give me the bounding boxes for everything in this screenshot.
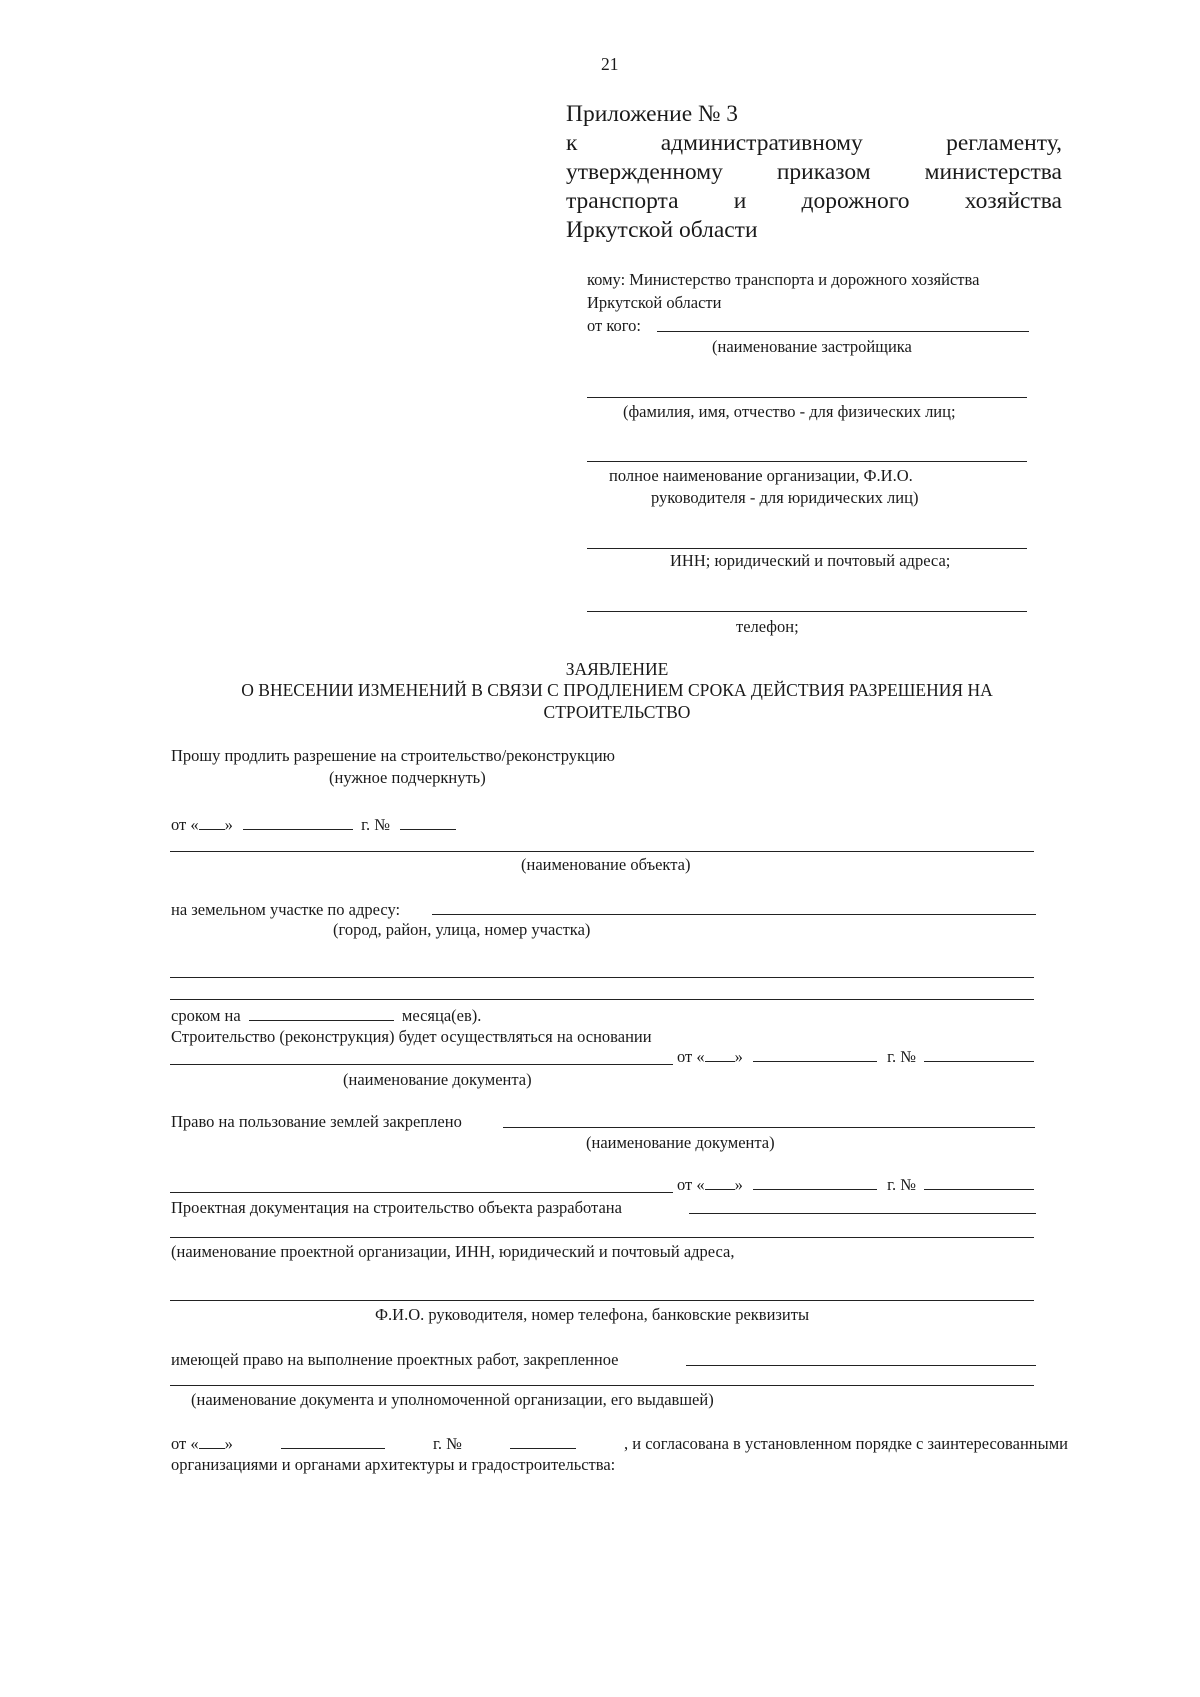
appendix-word: дорожного (801, 188, 910, 214)
right-hint: (наименование документа и уполномоченной организации, его выдавшей) (191, 1390, 714, 1409)
doc-hint: (наименование документа) (343, 1070, 532, 1089)
month-year-field[interactable] (753, 1047, 877, 1062)
appendix-line-1 (566, 130, 1062, 157)
organization-hint-1: полное наименование организации, Ф.И.О. (609, 466, 913, 485)
month-year-field[interactable] (753, 1175, 877, 1190)
close-quote: » (224, 1434, 233, 1453)
term-line (171, 1006, 481, 1026)
addressee-to-line-1: кому: Министерство транспорта и дорожного хозяйства (587, 270, 980, 289)
appendix-line-3 (566, 188, 1062, 215)
request-hint: (нужное подчеркнуть) (329, 768, 486, 787)
land-label: на земельном участке по адресу: (171, 900, 401, 919)
final-agreed: , и согласована в установленном порядке с заинтересованными (624, 1434, 1068, 1453)
close-quote: » (734, 1175, 743, 1194)
permit-date-label (171, 815, 456, 835)
land-right-field[interactable] (503, 1127, 1035, 1128)
from-label: от « (677, 1175, 705, 1194)
land-address-field[interactable] (432, 914, 1036, 915)
term-unit: месяца(ев). (401, 1006, 482, 1025)
right-doc-field-2[interactable] (170, 1385, 1034, 1386)
request-text: Прошу продлить разрешение на строительство/реконструкцию (171, 746, 616, 765)
basis-text: Строительство (реконструкция) будет осуществляться на основании (171, 1027, 652, 1046)
appendix-word: административному (660, 130, 863, 156)
year-number-label: г. № (433, 1434, 462, 1453)
person-hint: (фамилия, имя, отчество - для физических лиц; (623, 402, 956, 421)
appendix-word: министерства (924, 159, 1062, 185)
day-field[interactable] (705, 1175, 735, 1190)
addressee-to-line-2: Иркутской области (587, 293, 722, 312)
organization-field[interactable] (587, 461, 1027, 462)
developer-name-field[interactable] (657, 331, 1029, 332)
permit-number-field[interactable] (400, 815, 456, 830)
from-label: от « (171, 815, 199, 834)
year-number-label: г. № (887, 1175, 917, 1194)
appendix-word: транспорта (566, 188, 679, 214)
right-doc-field[interactable] (686, 1365, 1036, 1366)
appendix-word: и (733, 188, 747, 214)
phone-field[interactable] (587, 611, 1027, 612)
land-right-hint: (наименование документа) (586, 1133, 775, 1152)
page-number: 21 (601, 54, 619, 74)
month-year-field[interactable] (243, 815, 353, 830)
project-doc-label: Проектная документация на строительство объекта разработана (171, 1198, 622, 1217)
appendix-word: приказом (776, 159, 871, 185)
close-quote: » (734, 1047, 743, 1066)
addressee-from-label: от кого: (587, 316, 641, 335)
final-line (171, 1434, 1068, 1454)
object-name-field[interactable] (170, 851, 1034, 852)
from-label: от « (677, 1047, 705, 1066)
term-label: сроком на (171, 1006, 241, 1025)
appendix-word: хозяйства (964, 188, 1062, 214)
month-year-field[interactable] (281, 1434, 385, 1449)
developer-hint: (наименование застройщика (712, 337, 912, 356)
final-from-group (171, 1434, 233, 1454)
object-hint: (наименование объекта) (521, 855, 691, 874)
right-label: имеющей право на выполнение проектных работ, закрепленное (171, 1350, 619, 1369)
term-field[interactable] (249, 1006, 394, 1021)
document-heading-1: ЗАЯВЛЕНИЕ (565, 659, 669, 679)
year-number-label: г. № (887, 1047, 917, 1066)
appendix-word: утвержденному (566, 159, 723, 185)
day-field[interactable] (705, 1047, 735, 1062)
document-number-field[interactable] (924, 1175, 1034, 1190)
project-hint: (наименование проектной организации, ИНН, юридический и почтовый адреса, (171, 1242, 735, 1261)
appendix-line-2 (566, 159, 1062, 186)
phone-hint: телефон; (736, 617, 799, 636)
close-quote: » (224, 815, 233, 834)
document-heading-2: О ВНЕСЕНИИ ИЗМЕНЕНИЙ В СВЯЗИ С ПРОДЛЕНИЕМ СРОКА ДЕЙСТВИЯ РАЗРЕШЕНИЯ НА (241, 680, 993, 700)
year-number-label: г. № (361, 815, 391, 834)
final-line-2: организациями и органами архитектуры и градостроительства: (171, 1455, 616, 1474)
final-number-field[interactable] (510, 1434, 576, 1449)
appendix-title: Приложение № 3 (566, 101, 739, 127)
basis-document-field[interactable] (170, 1064, 673, 1065)
document-number-field[interactable] (924, 1047, 1034, 1062)
land-hint: (город, район, улица, номер участка) (333, 920, 591, 939)
basis-date-line (677, 1047, 1034, 1067)
land-right-date-line (677, 1175, 1034, 1195)
project-org-field-2[interactable] (170, 1237, 1034, 1238)
land-address-field-3[interactable] (170, 999, 1034, 1000)
organization-hint-2: руководителя - для юридических лиц) (651, 488, 919, 507)
project-org-field[interactable] (689, 1213, 1036, 1214)
day-field[interactable] (199, 1434, 225, 1449)
appendix-line-4: Иркутской области (566, 217, 758, 243)
land-right-field-2[interactable] (170, 1192, 673, 1193)
project-head-field[interactable] (170, 1300, 1034, 1301)
document-heading-3: СТРОИТЕЛЬСТВО (543, 702, 691, 722)
inn-address-field[interactable] (587, 548, 1027, 549)
land-right-label: Право на пользование землей закреплено (171, 1112, 462, 1131)
inn-hint: ИНН; юридический и почтовый адреса; (670, 551, 951, 570)
land-address-field-2[interactable] (170, 977, 1034, 978)
appendix-word: к (566, 130, 578, 156)
appendix-word: регламенту, (946, 130, 1062, 156)
from-label: от « (171, 1434, 199, 1453)
head-hint: Ф.И.О. руководителя, номер телефона, банковские реквизиты (375, 1305, 810, 1324)
person-name-field[interactable] (587, 397, 1027, 398)
day-field[interactable] (199, 815, 225, 830)
